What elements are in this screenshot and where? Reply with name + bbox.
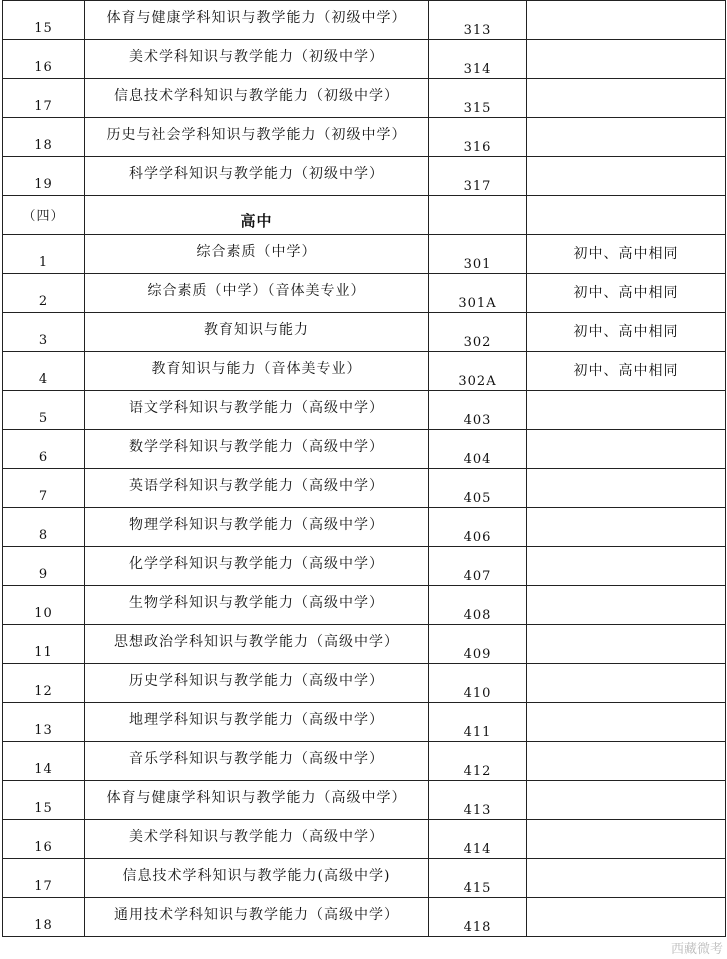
row-note: 初中、高中相同 (573, 324, 679, 340)
row-number: 15 (34, 801, 53, 816)
row-note-cell (527, 781, 726, 820)
table-row (3, 820, 726, 859)
subject-code-cell (429, 274, 527, 313)
table-row (3, 742, 726, 781)
exam-subject-table-body (3, 1, 726, 937)
subject-code: 404 (463, 452, 492, 467)
row-note-cell (527, 196, 726, 235)
subject-code: 414 (463, 842, 492, 857)
subject-code: 317 (463, 179, 492, 194)
row-note: 初中、高中相同 (573, 246, 679, 262)
row-number-cell (3, 781, 85, 820)
row-note-cell (527, 118, 726, 157)
row-number-cell (3, 235, 85, 274)
table-row (3, 781, 726, 820)
row-note-cell (527, 820, 726, 859)
subject-name-cell (85, 547, 429, 586)
table-row (3, 391, 726, 430)
subject-code: 411 (463, 725, 492, 740)
table-row (3, 703, 726, 742)
subject-code-cell (429, 79, 527, 118)
subject-code: 415 (463, 881, 492, 896)
table-row (3, 859, 726, 898)
subject-name-cell (85, 79, 429, 118)
subject-code-cell (429, 235, 527, 274)
watermark: 西藏微考 (670, 942, 723, 957)
subject-name: 化学学科知识与教学能力（高级中学） (129, 556, 384, 572)
subject-code: 301A (458, 296, 497, 311)
exam-subject-table (2, 0, 726, 937)
subject-name-cell (85, 313, 429, 352)
row-number-cell (3, 430, 85, 469)
subject-name: 通用技术学科知识与教学能力（高级中学） (114, 907, 399, 923)
subject-name-cell (85, 664, 429, 703)
row-number-cell (3, 79, 85, 118)
subject-name: 教育知识与能力 (204, 322, 309, 338)
subject-name-cell (85, 235, 429, 274)
subject-name-cell (85, 469, 429, 508)
row-note-cell (527, 313, 726, 352)
row-number: （四） (22, 209, 65, 224)
row-number-cell (3, 274, 85, 313)
subject-code-cell (429, 118, 527, 157)
row-note: 初中、高中相同 (573, 285, 679, 301)
table-row (3, 118, 726, 157)
subject-name: 体育与健康学科知识与教学能力（高级中学） (106, 790, 407, 806)
subject-code-cell (429, 742, 527, 781)
row-number-cell (3, 742, 85, 781)
table-row (3, 274, 726, 313)
table-row (3, 469, 726, 508)
subject-name: 语文学科知识与教学能力（高级中学） (129, 400, 384, 416)
subject-code: 409 (463, 647, 492, 662)
table-row (3, 235, 726, 274)
subject-name-cell (85, 391, 429, 430)
row-number-cell (3, 508, 85, 547)
row-number: 6 (38, 450, 49, 465)
row-note-cell (527, 898, 726, 937)
subject-name-cell (85, 586, 429, 625)
subject-name: 思想政治学科知识与教学能力（高级中学） (114, 634, 399, 650)
table-row (3, 157, 726, 196)
table-row (3, 625, 726, 664)
subject-name-cell (85, 1, 429, 40)
subject-code: 405 (463, 491, 492, 506)
row-note-cell (527, 586, 726, 625)
subject-name: 体育与健康学科知识与教学能力（初级中学） (106, 10, 407, 26)
row-note-cell (527, 79, 726, 118)
subject-code-cell (429, 820, 527, 859)
row-number: 1 (38, 255, 49, 270)
subject-code-cell (429, 196, 527, 235)
subject-name-cell (85, 40, 429, 79)
row-number: 9 (38, 567, 49, 582)
subject-name: 物理学科知识与教学能力（高级中学） (129, 517, 384, 533)
subject-name-cell (85, 430, 429, 469)
section-header-row (3, 196, 726, 235)
row-note-cell (527, 469, 726, 508)
row-note-cell (527, 703, 726, 742)
subject-code-cell (429, 1, 527, 40)
subject-name: 地理学科知识与教学能力（高级中学） (129, 712, 384, 728)
table-row (3, 430, 726, 469)
table-row (3, 40, 726, 79)
subject-code-cell (429, 40, 527, 79)
row-number: 16 (34, 60, 53, 75)
subject-code-cell (429, 625, 527, 664)
subject-code: 314 (463, 62, 492, 77)
subject-name: 历史学科知识与教学能力（高级中学） (129, 673, 384, 689)
row-number: 11 (34, 645, 53, 660)
subject-code-cell (429, 391, 527, 430)
row-number-cell (3, 469, 85, 508)
row-number-cell (3, 391, 85, 430)
subject-name-cell (85, 781, 429, 820)
row-number: 18 (34, 918, 53, 933)
subject-name-cell (85, 742, 429, 781)
row-note-cell (527, 235, 726, 274)
subject-name: 英语学科知识与教学能力（高级中学） (129, 478, 384, 494)
subject-code: 412 (463, 764, 492, 779)
subject-name-cell (85, 898, 429, 937)
subject-code-cell (429, 859, 527, 898)
row-number: 8 (38, 528, 49, 543)
subject-name-cell (85, 274, 429, 313)
row-number-cell (3, 352, 85, 391)
subject-code-cell (429, 508, 527, 547)
row-number: 7 (38, 489, 49, 504)
subject-code: 407 (463, 569, 492, 584)
subject-name: 综合素质（中学）（音体美专业） (147, 283, 366, 299)
row-note: 初中、高中相同 (573, 363, 679, 379)
subject-code-cell (429, 898, 527, 937)
subject-code-cell (429, 469, 527, 508)
row-note-cell (527, 664, 726, 703)
subject-code-cell (429, 313, 527, 352)
row-number: 12 (34, 684, 53, 699)
row-number: 15 (34, 21, 53, 36)
row-note-cell (527, 391, 726, 430)
row-number-cell (3, 157, 85, 196)
subject-code-cell (429, 352, 527, 391)
subject-name-cell (85, 196, 429, 235)
row-number-cell (3, 703, 85, 742)
row-number-cell (3, 820, 85, 859)
subject-code-cell (429, 547, 527, 586)
row-number: 10 (34, 606, 53, 621)
row-note-cell (527, 508, 726, 547)
table-row (3, 79, 726, 118)
row-number: 13 (34, 723, 53, 738)
subject-code-cell (429, 157, 527, 196)
row-note-cell (527, 430, 726, 469)
row-number-cell (3, 859, 85, 898)
row-note-cell (527, 742, 726, 781)
row-number-cell (3, 898, 85, 937)
row-number-cell (3, 118, 85, 157)
subject-name: 生物学科知识与教学能力（高级中学） (129, 595, 384, 611)
row-number: 2 (38, 294, 49, 309)
subject-name: 历史与社会学科知识与教学能力（初级中学） (106, 127, 407, 143)
subject-name: 综合素质（中学） (196, 244, 317, 260)
subject-code: 410 (463, 686, 492, 701)
table-row (3, 898, 726, 937)
subject-name: 科学学科知识与教学能力（初级中学） (129, 166, 384, 182)
row-number-cell (3, 313, 85, 352)
table-row (3, 547, 726, 586)
subject-name-cell (85, 820, 429, 859)
subject-code: 302A (458, 374, 497, 389)
subject-name-cell (85, 508, 429, 547)
subject-code-cell (429, 781, 527, 820)
row-note-cell (527, 352, 726, 391)
subject-code: 418 (463, 920, 492, 935)
subject-name: 音乐学科知识与教学能力（高级中学） (129, 751, 384, 767)
subject-name-cell (85, 118, 429, 157)
row-number: 16 (34, 840, 53, 855)
row-number-cell (3, 625, 85, 664)
subject-name: 美术学科知识与教学能力（高级中学） (129, 829, 384, 845)
subject-code: 302 (463, 335, 492, 350)
subject-code: 316 (463, 140, 492, 155)
row-number: 3 (38, 333, 49, 348)
subject-name-cell (85, 625, 429, 664)
row-note-cell (527, 40, 726, 79)
subject-code: 315 (463, 101, 492, 116)
subject-code-cell (429, 586, 527, 625)
subject-name: 信息技术学科知识与教学能力（初级中学） (114, 88, 399, 104)
subject-name: 数学学科知识与教学能力（高级中学） (129, 439, 384, 455)
row-note-cell (527, 547, 726, 586)
subject-name: 教育知识与能力（音体美专业） (151, 361, 362, 377)
row-number-cell (3, 196, 85, 235)
row-note-cell (527, 274, 726, 313)
subject-name-cell (85, 703, 429, 742)
row-number-cell (3, 547, 85, 586)
row-note-cell (527, 1, 726, 40)
subject-code-cell (429, 430, 527, 469)
row-number-cell (3, 1, 85, 40)
subject-code: 301 (463, 257, 492, 272)
subject-code: 408 (463, 608, 492, 623)
row-note-cell (527, 859, 726, 898)
subject-name-cell (85, 157, 429, 196)
row-note-cell (527, 157, 726, 196)
subject-code: 406 (463, 530, 492, 545)
subject-name: 信息技术学科知识与教学能力(高级中学) (122, 868, 391, 884)
row-number-cell (3, 664, 85, 703)
table-row (3, 664, 726, 703)
table-row (3, 586, 726, 625)
row-number: 17 (34, 879, 53, 894)
row-number-cell (3, 586, 85, 625)
subject-code: 313 (463, 23, 492, 38)
table-row (3, 1, 726, 40)
subject-name-cell (85, 859, 429, 898)
subject-code-cell (429, 664, 527, 703)
subject-code-cell (429, 703, 527, 742)
subject-code: 413 (463, 803, 492, 818)
row-number: 17 (34, 99, 53, 114)
row-note-cell (527, 625, 726, 664)
subject-name-cell (85, 352, 429, 391)
row-number: 19 (34, 177, 53, 192)
row-number-cell (3, 40, 85, 79)
subject-code: 403 (463, 413, 492, 428)
row-number: 14 (34, 762, 53, 777)
row-number: 5 (38, 411, 49, 426)
subject-name: 美术学科知识与教学能力（初级中学） (129, 49, 384, 65)
table-row (3, 508, 726, 547)
subject-name: 高中 (240, 212, 273, 230)
row-number: 18 (34, 138, 53, 153)
table-row (3, 352, 726, 391)
row-number: 4 (38, 372, 49, 387)
table-row (3, 313, 726, 352)
